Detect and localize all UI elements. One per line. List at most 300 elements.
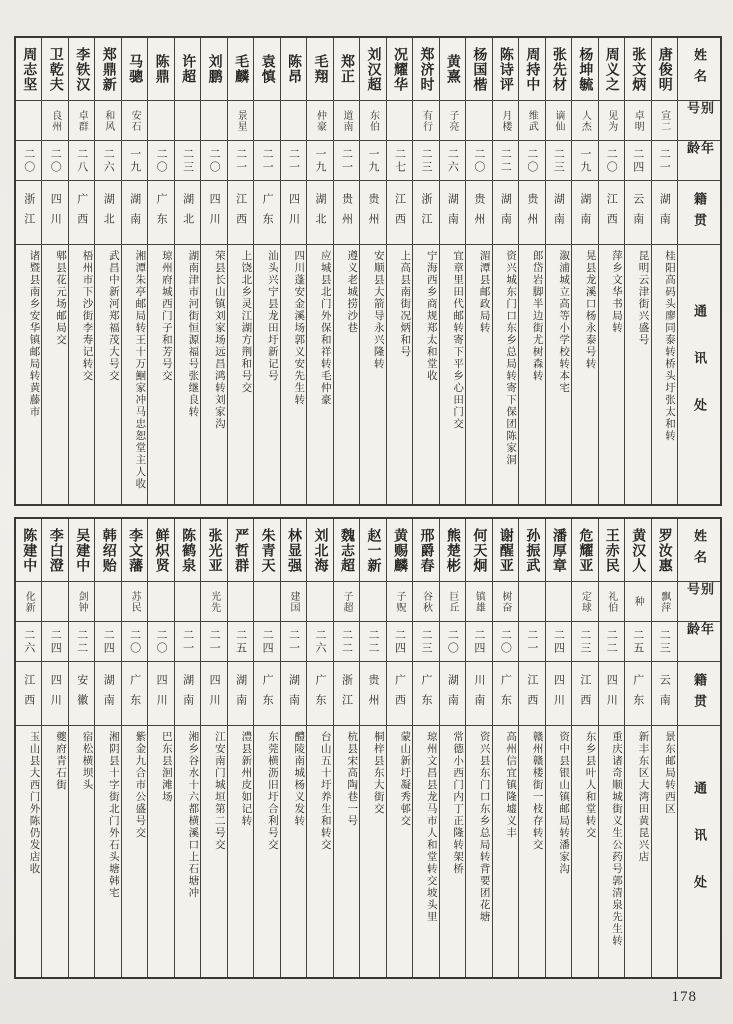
person-address-cell	[69, 244, 94, 504]
person-age-cell	[519, 621, 544, 661]
person-native-place-cell	[599, 661, 624, 725]
header-native-label: 籍贯	[692, 191, 707, 234]
person-name-cell	[42, 38, 67, 100]
header-alias	[678, 100, 720, 140]
person-age: 二五	[631, 628, 644, 655]
person-name: 马骢	[127, 54, 143, 84]
person-address: 景东邮局转西区	[664, 731, 675, 815]
person-native-place-cell	[95, 661, 120, 725]
person-name-cell	[122, 38, 147, 100]
person-alias-cell	[360, 581, 385, 621]
person-alias-cell	[148, 100, 173, 140]
person-alias: 良州	[49, 109, 61, 132]
person-alias: 宣二	[658, 109, 670, 132]
person-name: 陈建中	[21, 527, 37, 573]
person-address: 昆明云津街兴盛号	[637, 250, 649, 346]
entry-column	[69, 38, 95, 504]
person-native-place-cell	[16, 180, 41, 244]
person-address: 蒙山新圩凝秀邨交	[399, 731, 411, 827]
person-alias: 子贶	[393, 590, 405, 613]
person-address-cell	[69, 725, 94, 977]
person-alias: 月楼	[499, 109, 511, 132]
person-address: 宿松横坝头	[81, 731, 93, 791]
person-age: 二二	[499, 147, 512, 174]
person-native-place: 湖南	[578, 192, 591, 233]
person-age: 二〇	[22, 147, 35, 174]
person-alias: 卓明	[632, 109, 644, 132]
person-name-cell	[281, 519, 306, 581]
person-address-cell	[334, 725, 359, 977]
person-name: 郑鼎新	[100, 46, 116, 92]
person-native-place: 四川	[605, 673, 618, 714]
person-age: 二〇	[155, 628, 168, 655]
person-age-cell	[148, 140, 173, 180]
person-age-cell	[95, 140, 120, 180]
person-alias: 飘萍	[658, 590, 670, 613]
person-address-cell	[95, 244, 120, 504]
entry-column	[307, 38, 333, 504]
header-address-label: 通讯处	[692, 781, 707, 922]
person-name: 毛翔	[312, 54, 328, 84]
person-age: 二三	[552, 147, 565, 174]
person-name-cell	[625, 519, 650, 581]
person-address-cell	[652, 244, 677, 504]
person-native-place-cell	[440, 661, 465, 725]
entry-column	[69, 519, 95, 977]
person-name-cell	[493, 519, 518, 581]
person-address: 汕头兴宁县龙田圩新记号	[266, 250, 278, 382]
person-name: 张文炳	[630, 46, 646, 92]
person-age-cell	[519, 140, 544, 180]
person-name-cell	[599, 519, 624, 581]
person-native-place-cell	[307, 180, 332, 244]
person-name-cell	[360, 519, 385, 581]
person-name: 严哲群	[233, 527, 249, 573]
person-age-cell	[175, 621, 200, 661]
person-address: 遵义老城捞沙巷	[346, 250, 358, 334]
person-age-cell	[572, 621, 597, 661]
person-alias: 化新	[23, 590, 35, 613]
person-alias-cell	[546, 100, 571, 140]
person-address-cell	[175, 244, 200, 504]
person-native-place: 安徽	[75, 673, 88, 714]
person-address-cell	[652, 725, 677, 977]
person-address: 宜章里田代邮转寄下平乡心田门交	[452, 250, 464, 430]
header-native-label: 籍贯	[692, 672, 707, 715]
person-address-cell	[519, 244, 544, 504]
person-native-place-cell	[334, 661, 359, 725]
person-alias-cell	[519, 100, 544, 140]
person-address: 紫金九合市公盛号交	[134, 731, 146, 839]
person-address: 诸暨县南乡安华镇邮局转黄藤市	[28, 250, 40, 418]
person-native-place-cell	[175, 661, 200, 725]
person-age: 二一	[287, 628, 300, 655]
person-name-cell	[546, 38, 571, 100]
person-age-cell	[599, 621, 624, 661]
person-native-place-cell	[201, 180, 226, 244]
entry-column	[281, 38, 307, 504]
entry-column	[546, 38, 572, 504]
person-native-place-cell	[599, 180, 624, 244]
person-address: 资兴县东门口东乡总局转背要团花塘	[478, 731, 490, 923]
entry-column	[519, 38, 545, 504]
person-address: 夔府青石街	[54, 731, 66, 791]
person-alias-cell	[440, 100, 465, 140]
person-address: 安顺县大箭导永兴隆转	[372, 250, 384, 370]
header-age-label: 年龄	[685, 141, 714, 162]
entry-column	[122, 519, 148, 977]
person-alias: 道南	[341, 109, 352, 132]
person-age-cell	[652, 621, 677, 661]
person-age-cell	[440, 140, 465, 180]
header-column	[678, 519, 720, 977]
person-native-place: 湖南	[287, 673, 300, 714]
person-address-cell	[440, 725, 465, 977]
person-address: 湘潭朱亭邮局转王十万鮰家冲马忠恕堂主人收	[134, 250, 146, 490]
person-name-cell	[519, 519, 544, 581]
person-native-place: 湖北	[314, 192, 327, 233]
person-age: 二〇	[525, 147, 538, 174]
person-native-place-cell	[42, 180, 67, 244]
person-address-cell	[387, 725, 412, 977]
person-native-place: 广西	[75, 192, 88, 233]
person-name: 陈诗评	[497, 46, 513, 92]
person-name-cell	[16, 519, 41, 581]
person-address: 上饶北乡灵江湖方荆和号交	[240, 250, 252, 394]
person-age-cell	[440, 621, 465, 661]
person-address-cell	[307, 725, 332, 977]
person-address-cell	[148, 725, 173, 977]
person-native-place: 广东	[155, 192, 168, 233]
person-address-cell	[122, 725, 147, 977]
person-age: 二二	[605, 628, 618, 655]
person-address-cell	[493, 244, 518, 504]
person-address-cell	[42, 725, 67, 977]
person-address: 湖南津市河街恒源福号张继良转	[187, 250, 199, 418]
person-native-place-cell	[69, 180, 94, 244]
entry-column	[466, 38, 492, 504]
person-name-cell	[334, 38, 359, 100]
person-native-place: 江西	[525, 673, 538, 714]
person-name: 何天炯	[471, 527, 487, 573]
entry-column	[360, 38, 386, 504]
person-alias-cell	[387, 581, 412, 621]
person-name-cell	[413, 38, 438, 100]
person-age: 二三	[578, 628, 591, 655]
header-address-label: 通讯处	[692, 304, 707, 445]
person-address: 资兴城东门口东乡总局转寄下保团陈家洞	[505, 250, 517, 466]
person-native-place: 江西	[234, 192, 247, 233]
entry-column	[413, 38, 439, 504]
person-age: 二二	[340, 628, 353, 655]
person-name: 黄熹	[444, 54, 460, 84]
header-address	[678, 725, 720, 977]
person-address: 台山五十圩养生和转交	[319, 731, 331, 851]
person-native-place: 江西	[605, 192, 618, 233]
header-age	[678, 621, 720, 661]
person-age: 二一	[287, 147, 300, 174]
person-age: 二一	[181, 628, 194, 655]
person-age-cell	[42, 140, 67, 180]
person-native-place: 江西	[393, 192, 406, 233]
person-native-place-cell	[466, 661, 491, 725]
person-address-cell	[360, 244, 385, 504]
person-native-place-cell	[466, 180, 491, 244]
entry-column	[493, 519, 519, 977]
person-alias: 东伯	[367, 109, 379, 132]
person-name-cell	[572, 38, 597, 100]
person-address-cell	[625, 244, 650, 504]
person-name-cell	[572, 519, 597, 581]
person-age: 二四	[393, 628, 406, 655]
person-address: 上高县南街况炳和号	[399, 250, 411, 358]
person-name: 韩绍贻	[100, 527, 116, 573]
person-name-cell	[466, 519, 491, 581]
entry-column	[599, 519, 625, 977]
person-native-place: 四川	[552, 673, 565, 714]
person-alias: 维武	[526, 109, 538, 132]
entry-column	[228, 38, 254, 504]
person-address: 溆浦城立高等小学校转本宅	[558, 250, 570, 394]
person-age: 二六	[22, 628, 35, 655]
person-age-cell	[228, 140, 253, 180]
header-name-label: 姓名	[692, 48, 707, 90]
person-name: 林显强	[286, 527, 302, 573]
person-age-cell	[122, 140, 147, 180]
person-address: 杭县宋高陶巷一号	[346, 731, 358, 827]
person-alias: 见为	[605, 109, 617, 132]
person-age: 二一	[261, 147, 274, 174]
person-native-place: 川南	[472, 673, 485, 714]
person-alias-cell	[281, 581, 306, 621]
person-name: 张先材	[550, 46, 566, 92]
person-age: 二四	[472, 628, 485, 655]
person-age: 二六	[314, 628, 327, 655]
person-native-place-cell	[307, 661, 332, 725]
person-native-place: 湖南	[446, 673, 459, 714]
person-age-cell	[360, 140, 385, 180]
person-age: 一九	[578, 147, 591, 174]
person-age-cell	[387, 140, 412, 180]
entry-column	[625, 519, 651, 977]
person-age-cell	[652, 140, 677, 180]
person-native-place: 广西	[393, 673, 406, 714]
person-name: 王赤民	[603, 527, 619, 573]
person-address-cell	[201, 244, 226, 504]
person-age: 二三	[181, 147, 194, 174]
person-alias-cell	[122, 100, 147, 140]
header-native	[678, 661, 720, 725]
entry-column	[16, 519, 42, 977]
person-address-cell	[228, 725, 253, 977]
person-alias-cell	[16, 100, 41, 140]
person-alias-cell	[572, 100, 597, 140]
person-address-cell	[95, 725, 120, 977]
person-name-cell	[652, 38, 677, 100]
person-address: 江安南门城垣第二号交	[213, 731, 225, 851]
person-alias: 仲豪	[314, 109, 326, 132]
person-native-place: 四川	[287, 192, 300, 233]
person-age: 二〇	[128, 628, 141, 655]
person-address-cell	[546, 244, 571, 504]
person-name: 张光亚	[206, 527, 222, 573]
person-native-place-cell	[42, 661, 67, 725]
person-name: 杨坤毓	[577, 46, 593, 92]
person-alias-cell	[307, 100, 332, 140]
entry-column	[16, 38, 42, 504]
person-age: 二一	[525, 628, 538, 655]
person-alias-cell	[228, 100, 253, 140]
person-name: 朱青天	[259, 527, 275, 573]
person-native-place-cell	[228, 661, 253, 725]
person-alias-cell	[122, 581, 147, 621]
person-name: 李铁汉	[74, 46, 90, 92]
person-native-place: 湖南	[658, 192, 671, 233]
person-age-cell	[546, 140, 571, 180]
person-address-cell	[413, 244, 438, 504]
person-alias: 剑钟	[76, 590, 88, 613]
entry-column	[572, 519, 598, 977]
person-name-cell	[175, 519, 200, 581]
person-age-cell	[466, 140, 491, 180]
person-name: 潘厚章	[550, 527, 566, 573]
person-name: 郑济时	[418, 46, 434, 92]
person-alias-cell	[652, 581, 677, 621]
person-address: 萍乡文华书局转	[611, 250, 623, 334]
person-address: 巴东县洄滩场	[160, 731, 172, 803]
person-name: 周志坚	[21, 46, 37, 92]
person-native-place: 广东	[499, 673, 512, 714]
person-native-place-cell	[572, 180, 597, 244]
person-alias-cell	[360, 100, 385, 140]
person-alias: 种	[632, 596, 644, 607]
person-native-place: 湖南	[128, 192, 141, 233]
header-address	[678, 244, 720, 504]
person-name-cell	[95, 38, 120, 100]
person-native-place-cell	[546, 661, 571, 725]
entry-column	[572, 38, 598, 504]
person-native-place: 四川	[208, 192, 221, 233]
person-name: 况耀华	[391, 46, 407, 92]
person-alias: 苏民	[129, 590, 141, 613]
person-age-cell	[201, 140, 226, 180]
person-address: 新丰东区大湾田黄昆兴店	[637, 731, 649, 863]
person-alias: 建国	[288, 590, 300, 613]
person-alias: 子亮	[446, 109, 458, 132]
person-age-cell	[148, 621, 173, 661]
person-name: 谢醒亚	[497, 527, 513, 573]
person-alias-cell	[519, 581, 544, 621]
person-age: 一九	[128, 147, 141, 174]
person-alias-cell	[69, 100, 94, 140]
entry-column	[175, 519, 201, 977]
person-age-cell	[334, 621, 359, 661]
person-name: 杨国楷	[471, 46, 487, 92]
person-name-cell	[254, 519, 279, 581]
person-address-cell	[281, 244, 306, 504]
person-age: 二四	[552, 628, 565, 655]
person-name: 黄汉人	[630, 527, 646, 573]
person-name-cell	[201, 38, 226, 100]
person-age-cell	[625, 621, 650, 661]
person-native-place: 湖南	[234, 673, 247, 714]
person-address-cell	[334, 244, 359, 504]
person-native-place-cell	[519, 661, 544, 725]
header-alias	[678, 581, 720, 621]
person-age: 二一	[234, 147, 247, 174]
person-name-cell	[334, 519, 359, 581]
person-age-cell	[42, 621, 67, 661]
person-age: 二六	[446, 147, 459, 174]
entry-column	[334, 519, 360, 977]
person-age-cell	[254, 140, 279, 180]
person-address: 梧州市下沙街李寿记转交	[81, 250, 93, 382]
person-native-place: 江西	[578, 673, 591, 714]
entry-column	[413, 519, 439, 977]
person-age: 一九	[314, 147, 327, 174]
person-name: 魏志超	[339, 527, 354, 573]
person-name-cell	[360, 38, 385, 100]
person-alias-cell	[572, 581, 597, 621]
person-age: 二〇	[446, 628, 459, 655]
person-address-cell	[572, 244, 597, 504]
person-native-place: 四川	[155, 673, 168, 714]
person-address-cell	[360, 725, 385, 977]
directory-table-bottom	[14, 517, 722, 979]
header-alias-label: 别号	[685, 101, 714, 122]
entry-column	[148, 38, 174, 504]
person-age-cell	[16, 621, 41, 661]
person-native-place-cell	[69, 661, 94, 725]
person-native-place-cell	[387, 661, 412, 725]
person-name: 熊楚彬	[444, 527, 460, 573]
person-name: 赵一新	[365, 527, 381, 573]
person-age-cell	[281, 140, 306, 180]
person-name: 孙振武	[524, 527, 540, 573]
person-native-place-cell	[360, 180, 385, 244]
person-alias-cell	[546, 581, 571, 621]
person-name-cell	[387, 519, 412, 581]
person-name: 郑正	[339, 54, 354, 84]
person-name-cell	[599, 38, 624, 100]
person-address: 郎岱岩脚半边街尤树森转	[531, 250, 543, 382]
person-name: 周义之	[603, 46, 619, 92]
person-address: 琼州文昌县龙马市人和堂转交坡头里	[425, 731, 437, 923]
person-address-cell	[281, 725, 306, 977]
person-address-cell	[572, 725, 597, 977]
person-name-cell	[42, 519, 67, 581]
person-age-cell	[16, 140, 41, 180]
person-address: 东乡县叶人和堂转交	[584, 731, 596, 839]
person-alias: 谪仙	[552, 109, 564, 132]
person-name: 袁慎	[259, 54, 275, 84]
person-name-cell	[148, 38, 173, 100]
person-name: 卫乾夫	[47, 46, 63, 92]
person-alias-cell	[16, 581, 41, 621]
person-age: 二六	[102, 147, 115, 174]
person-address-cell	[201, 725, 226, 977]
person-native-place-cell	[201, 661, 226, 725]
person-address-cell	[546, 725, 571, 977]
person-native-place: 浙江	[22, 192, 35, 233]
person-age-cell	[466, 621, 491, 661]
person-age-cell	[69, 140, 94, 180]
entry-column	[599, 38, 625, 504]
person-native-place: 湖北	[102, 192, 115, 233]
person-name: 危耀亚	[577, 527, 593, 573]
person-address-cell	[387, 244, 412, 504]
entry-column	[95, 519, 121, 977]
